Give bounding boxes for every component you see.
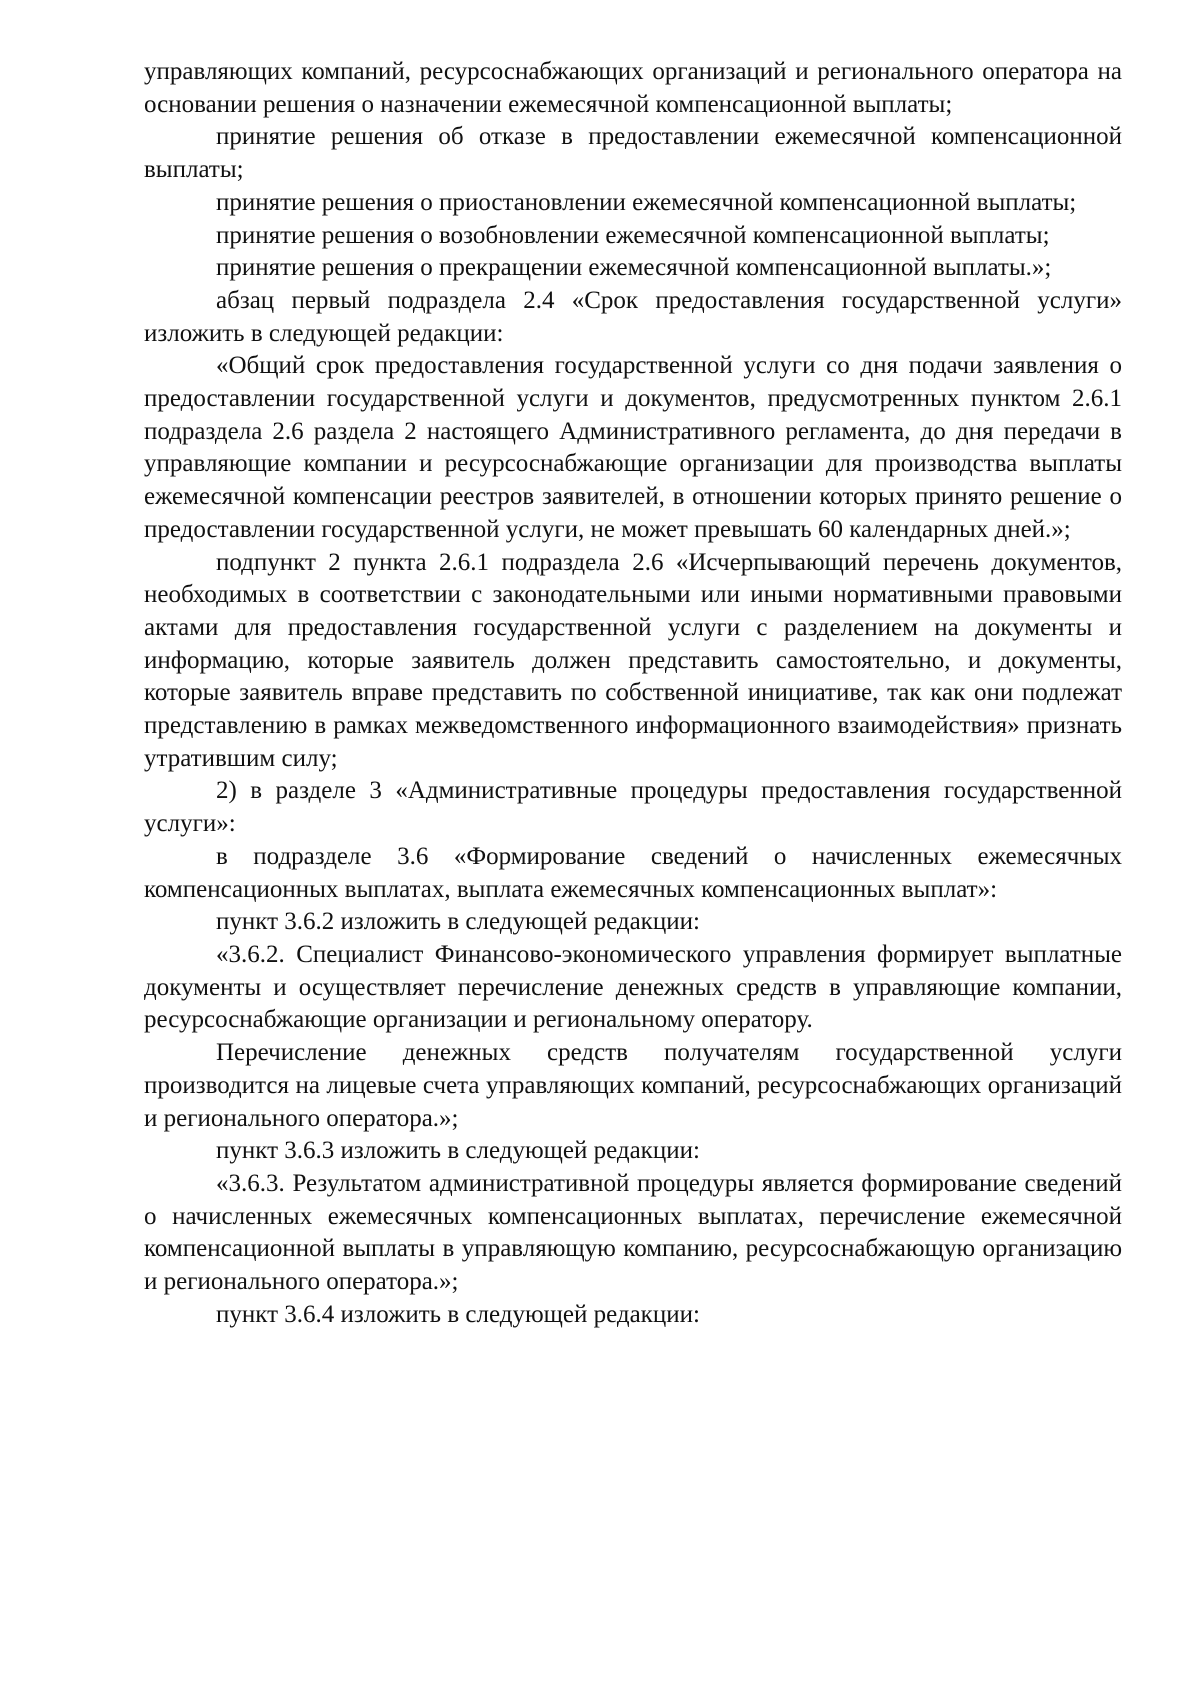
paragraph-termination-decision: принятие решения о прекращении ежемесячной компенсационной выплаты.»; <box>216 254 1052 282</box>
document-page <box>144 56 1122 1331</box>
paragraph-item-3-6-2-text: «3.6.2. Специалист Финансово-экономического управления формирует выплатные документы и осуществляет перечисление денежных средств в управляющие компании, ресурсоснабжающие организации и региональному оператору. <box>144 940 1122 1034</box>
paragraph-item-3-6-3-intro: пункт 3.6.3 изложить в следующей редакции: <box>216 1137 700 1165</box>
paragraph-subsection-3-6: в подразделе 3.6 «Формирование сведений о начисленных ежемесячных компенсационных выплатах, выплата ежемесячных компенсационных выплат»: <box>144 842 1122 903</box>
paragraph-item-3-6-2-intro: пункт 3.6.2 изложить в следующей редакции: <box>216 908 700 936</box>
paragraph-item-3-6-4-intro: пункт 3.6.4 изложить в следующей редакции: <box>216 1300 700 1328</box>
paragraph-suspension-decision: принятие решения о приостановлении ежемесячной компенсационной выплаты; <box>216 188 1077 216</box>
paragraph-section-3: 2) в разделе 3 «Административные процедуры предоставления государственной услуги»: <box>144 777 1122 838</box>
paragraph-resumption-decision: принятие решения о возобновлении ежемесячной компенсационной выплаты; <box>216 221 1050 249</box>
paragraph-service-term: «Общий срок предоставления государственной услуги со дня подачи заявления о предоставлении государственной услуги и документов, предусмотренных пунктом 2.6.1 подраздела 2.6 раздела 2 настоящего Административного регламента, до дня передачи в управляющие компании и ресурсоснабжающие организации для производства выплаты ежемесячной компенсации реестров заявителей, в отношении которых принято решение о предоставлении государственной услуги, не может превышать 60 календарных дней.»; <box>144 352 1122 543</box>
paragraph-subsection-2-4: абзац первый подраздела 2.4 «Срок предоставления государственной услуги» изложить в следующей редакции: <box>144 286 1122 347</box>
paragraph-transfer-accounts: Перечисление денежных средств получателям государственной услуги производится на лицевые счета управляющих компаний, ресурсоснабжающих организаций и регионального оператора.»; <box>144 1039 1122 1132</box>
paragraph-refusal-decision: принятие решения об отказе в предоставлении ежемесячной компенсационной выплаты; <box>144 123 1122 184</box>
paragraph-item-3-6-3-text: «3.6.3. Результатом административной процедуры является формирование сведений о начисленных ежемесячных компенсационных выплатах, перечисление ежемесячной компенсационной выплаты в управляющую компанию, ресурсоснабжающую организацию и регионального оператора.»; <box>144 1169 1122 1296</box>
paragraph-subitem-2-6-1: подпункт 2 пункта 2.6.1 подраздела 2.6 «Исчерпывающий перечень документов, необходимых в соответствии с законодательными или иными нормативными правовыми актами для предоставления государственной услуги с разделением на документы и информацию, которые заявитель должен представить самостоятельно, и документы, которые заявитель вправе представить по собственной инициативе, так как они подлежат представлению в рамках межведомственного информационного взаимодействия» признать утратившим силу; <box>144 548 1122 772</box>
paragraph-continuation: управляющих компаний, ресурсоснабжающих организаций и регионального оператора на основании решения о назначении ежемесячной компенсационной выплаты; <box>144 58 1122 118</box>
